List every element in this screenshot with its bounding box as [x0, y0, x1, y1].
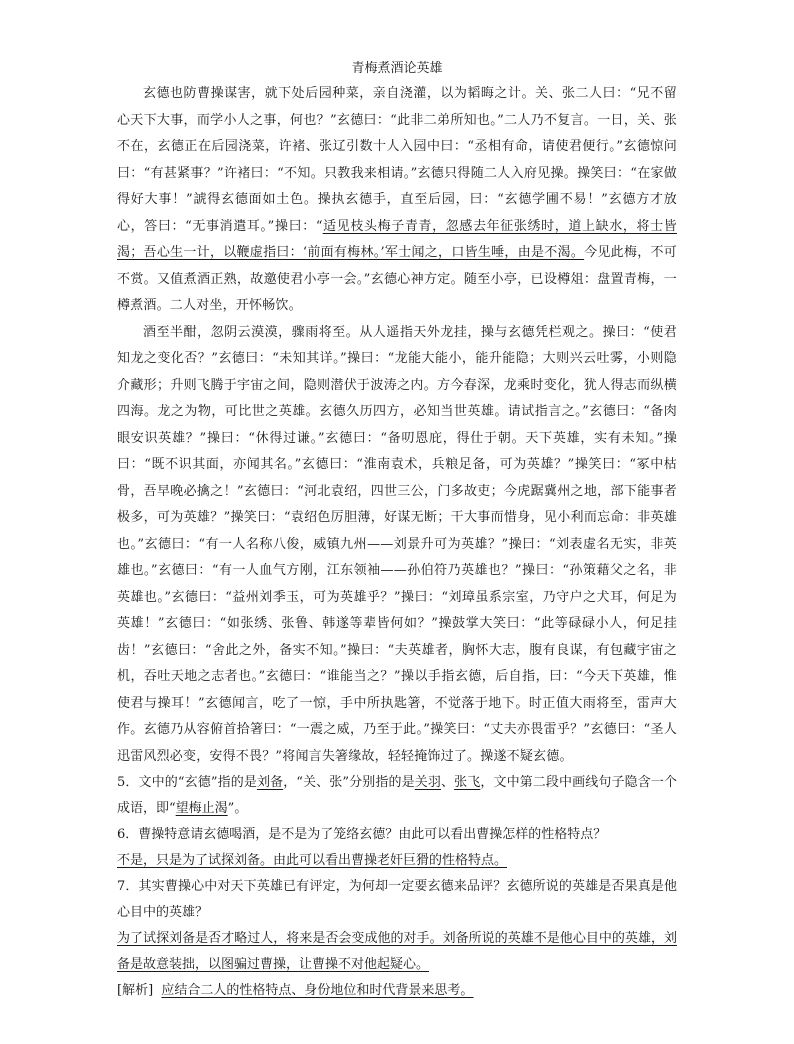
paragraph-2: 酒至半酣，忽阴云漠漠，骤雨将至。从人遥指天外龙挂，操与玄德凭栏观之。操曰：“使君知龙之变化否？”玄德曰：“未知其详。”操曰：“龙能大能小，能升能隐；大则兴云吐雾，小则隐介藏形；升则飞腾于宇宙之间，隐则潜伏于波涛之内。方今春深，龙乘时变化，犹人得志而纵横四海。龙之为物，可比世之英雄。玄德久历四方，必知当世英雄。请试指言之。”玄德曰：“备肉眼安识英雄？”操曰：“休得过谦。”玄德曰：“备叨恩庇，得仕于朝。天下英雄，实有未知。”操曰：“既不识其面，亦闻其名。”玄德曰：“淮南袁术，兵粮足备，可为英雄？”操笑曰：“冢中枯骨，吾早晚必擒之！”玄德曰：“河北袁绍，四世三公，门多故吏；今虎踞冀州之地，部下能事者极多，可为英雄？”操笑曰：“袁绍色厉胆薄，好谋无断；干大事而惜身，见小利而忘命：非英雄也。”玄德曰：“有一人名称八俊，威镇九州——刘景升可为英雄？”操曰：“刘表虚名无实，非英雄也。”玄德曰：“有一人血气方刚，江东领袖——孙伯符乃英雄也？”操曰：“孙策藉父之名，非英雄也。”玄德曰：“益州刘季玉，可为英雄乎？”操曰：“刘璋虽系宗室，乃守户之犬耳，何足为英雄！”玄德曰：“如张绣、张鲁、韩遂等辈皆何如？”操鼓掌大笑曰：“此等碌碌小人，何足挂齿！”玄德曰：“舍此之外，备实不知。”操曰：“夫英雄者，胸怀大志，腹有良谋，有包藏宇宙之机，吞吐天地之志者也。”玄德曰：“谁能当之？”操以手指玄德，后自指，曰：“今天下英雄，惟使君与操耳！”玄德闻言，吃了一惊，手中所执匙箸，不觉落于地下。时正值大雨将至，雷声大作。玄德乃从容俯首拾箸曰：“一震之威，乃至于此。”操笑曰：“丈夫亦畏雷乎？”玄德曰：“圣人迅雷风烈必变，安得不畏？”将闻言失箸缘故，轻轻掩饰过了。操遂不疑玄德。 — [117, 324, 677, 764]
paragraph-1-text: 玄德也防曹操谋害，就下处后园种菜，亲自浇灌，以为韬晦之计。关、张二人曰：“兄不留心天下大事，而学小人之事，何也？”玄德曰：“此非二弟所知也。”二人乃不复言。一日，关、张不在，玄德正在后园浇菜，许褚、张辽引数十人入园中曰：“丞相有命，请使君便行。”玄德惊问曰：“有甚紧事？”许褚曰：“不知。只教我来相请。”玄德只得随二人入府见操。操笑曰：“在家做得好大事！”諕得玄德面如土色。操执玄德手，直至后园，曰：“玄德学圃不易！”玄德方才放心，答曰：“无事消遣耳。”操曰：“ — [117, 86, 677, 234]
question-5 — [117, 770, 677, 822]
answer-6 — [117, 848, 677, 874]
q5-answer-zhang: 张飞 — [454, 775, 481, 790]
q5-answer-xuande: 刘备 — [256, 775, 284, 790]
answer-6-text: 不是，只是为了试探刘备。由此可以看出曹操老奸巨猾的性格特点。 — [117, 853, 508, 868]
page-title: 青梅煮酒论英雄 — [351, 61, 443, 76]
analysis — [117, 978, 677, 1004]
q5-text-5: ”。 — [227, 801, 248, 816]
question-7: 7．其实曹操心中对天下英雄已有评定，为何却一定要玄德来品评？玄德所说的英雄是否果真是他心目中的英雄？ — [117, 879, 677, 920]
paragraph-1-tail: 今见此梅，不可不赏。又值煮酒正熟，故邀使君小亭一会。”玄德心神方定。随至小亭，已设樽俎：盘置青梅，一樽煮酒。二人对坐，开怀畅饮。 — [117, 245, 677, 313]
q5-text-2: ，“关、张”分别指的是 — [283, 775, 415, 790]
question-6: 6．曹操特意请玄德喝酒，是不是为了笼络玄德？由此可以看出曹操怎样的性格特点？ — [117, 827, 607, 842]
answer-7-text: 为了试探刘备是否才略过人，将来是否会变成他的对手。刘备所说的英雄不是他心目中的英雄，刘备是故意装拙，以图骗过曹操，让曹操不对他起疑心。 — [117, 931, 677, 972]
underlined-sentence: 适见枝头梅子青青，忽感去年征张绣时，道上缺水，将士皆渴；吾心生一计，以鞭虚指曰：‘前面有梅林。’军士闻之，口皆生唾，由是不渴。 — [117, 218, 678, 260]
q5-text-4: ，文中第二段中画线句子隐含一个成语，即“ — [117, 775, 677, 816]
analysis-text: 应结合二人的性格特点、身份地位和时代背景来思考。 — [161, 983, 474, 998]
q5-answer-guan: 关羽 — [414, 775, 441, 790]
q5-answer-idiom: 望梅止渴 — [175, 801, 228, 816]
paragraph-1 — [117, 81, 677, 320]
analysis-label: [解析] — [117, 983, 154, 998]
q5-text-1: 5．文中的“玄德”指的是 — [117, 775, 257, 790]
answer-7 — [117, 926, 677, 978]
q5-text-3: 、 — [440, 775, 455, 790]
document-page — [117, 57, 677, 1004]
